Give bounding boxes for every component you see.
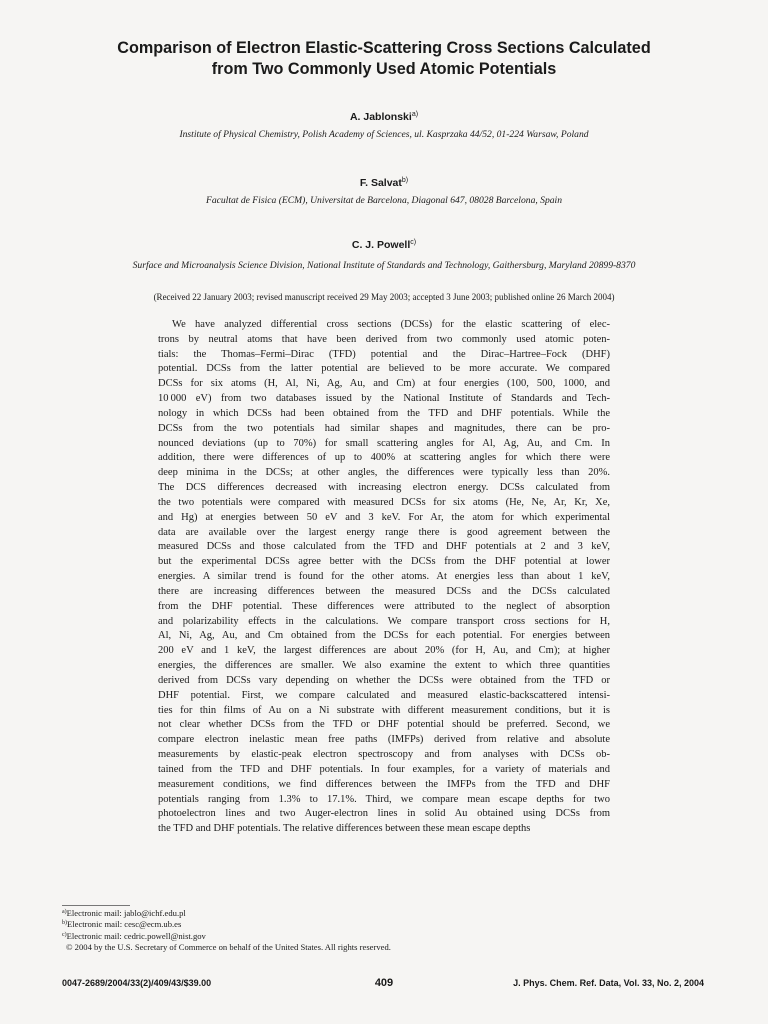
footnote-marker: a) — [62, 909, 67, 915]
abstract-line: tials: the Thomas–Fermi–Dirac (TFD) potential and the Dirac–Hartree–Fock (DHF) — [158, 348, 610, 360]
abstract-line: energies. A similar trend is found for the other atoms. At energies less than about 1 keV, — [158, 571, 610, 583]
footnote-marker: b) — [62, 920, 67, 927]
author-footnote-marker: a) — [411, 111, 419, 118]
title-line-1: Comparison of Electron Elastic-Scattering Cross Sections Calculated — [117, 39, 651, 57]
abstract-line: trons by neutral atoms that have been derived from two commonly used atomic poten- — [158, 333, 610, 345]
abstract-line: deep minima in the DCSs; at other angles, the differences were typically less than 20%. — [158, 467, 610, 479]
abstract — [158, 318, 610, 837]
abstract-line: and polarizability effects in the calculations. We compare transport cross sections for H, — [158, 615, 610, 627]
footnote-marker: c) — [62, 931, 67, 938]
abstract-line: We have analyzed differential cross sections (DCSs) for the elastic scattering of elec- — [172, 319, 610, 330]
abstract-line: data are available over the largest energy range there is good agreement between the — [158, 526, 610, 538]
footnote-divider — [62, 905, 130, 906]
abstract-line: 10 000 eV) from two databases issued by the National Institute of Standards and Tech- — [158, 393, 610, 405]
footnote-text: Electronic mail: cesc@ecm.ub.es — [67, 919, 182, 930]
abstract-line: DCSs from the two potentials had similar shapes and magnitudes, there can be pro- — [158, 422, 610, 434]
abstract-line: but the experimental DCSs agree better with the DCSs from the DHF potential at lower — [158, 556, 610, 568]
abstract-line: tained from the TFD and DHF potentials. In four examples, for a variety of materials and — [158, 763, 610, 775]
footnote-text: Electronic mail: cedric.powell@nist.gov — [66, 930, 206, 941]
abstract-line: measurements by elastic-peak electron spectroscopy and from analyses with DCSs ob- — [158, 749, 610, 761]
author-footnote-marker: b) — [401, 177, 409, 184]
author-name: F. Salvat — [359, 177, 402, 189]
abstract-line: potential. DCSs from the latter potential are believed to be more accurate. We compared — [158, 363, 610, 375]
abstract-line: compare electron inelastic mean free paths (IMFPs) derived from relative and absolute — [158, 734, 610, 746]
footnotes — [62, 908, 702, 954]
article-code: 0047-2689/2004/33(2)/409/43/$39.00 — [62, 978, 212, 988]
footnote-text: Electronic mail: jablo@ichf.edu.pl — [66, 908, 186, 918]
abstract-line: DCSs for six atoms (H, Al, Ni, Ag, Au, and Cm) at four energies (100, 500, 1000, and — [158, 378, 610, 390]
copyright-notice: © 2004 by the U.S. Secretary of Commerce on behalf of the United States. All rights reserved. — [66, 942, 391, 953]
abstract-line: the two potentials were compared with measured DCSs for six atoms (He, Ne, Ar, Kr, Xe, — [158, 496, 610, 508]
abstract-line: 200 eV and 1 keV, the largest differences are about 20% (for H, Au, and Cm); at higher — [158, 645, 610, 657]
abstract-line: the TFD and DHF potentials. The relative differences between these mean escape depths — [158, 823, 531, 835]
abstract-line: Al, Ni, Ag, Au, and Cm obtained from the DCSs for each potential. For energies between — [158, 630, 610, 642]
abstract-line: nology in which DCSs had been obtained from the TFD and DHF potentials. While the — [158, 407, 610, 419]
abstract-line: addition, there were differences of up to 400% at scattering angles for which there were — [158, 452, 610, 464]
abstract-line: DHF potential. First, we compare calculated and measured elastic-backscattered intensi- — [158, 689, 610, 701]
author-name: C. J. Powell — [351, 239, 411, 251]
abstract-line: photoelectron lines and two Auger-electron lines in solid Au obtained using DCSs from — [158, 808, 610, 820]
affiliation-salvat: Facultat de Fisica (ECM), Universitat de Barcelona, Diagonal 647, 08028 Barcelona, Spain — [205, 195, 563, 206]
author-name: A. Jablonski — [349, 111, 412, 123]
paper-title — [40, 38, 728, 80]
abstract-line: and Hg) at energies between 50 eV and 3 keV. For Ar, the atom for which experimental — [158, 511, 610, 523]
abstract-line: measurement conditions, we find differences between the IMFPs from the TFD and DHF — [158, 778, 610, 790]
footnote-email-powell — [62, 931, 702, 942]
abstract-line: ties for thin films of Au on a Ni substrate with different measurement conditions, but it is — [158, 704, 610, 716]
author-salvat — [40, 176, 728, 190]
abstract-line: derived from DCSs vary depending on whether the DCSs were obtained from the TFD or — [158, 674, 610, 686]
title-line-2: from Two Commonly Used Atomic Potentials — [211, 60, 557, 78]
abstract-line: measured DCSs and those calculated from the TFD and DHF potentials at 2 and 3 keV, — [158, 541, 610, 553]
journal-citation: J. Phys. Chem. Ref. Data, Vol. 33, No. 2, 2004 — [513, 978, 704, 988]
author-jablonski — [40, 110, 728, 124]
affiliation-powell: Surface and Microanalysis Science Division, National Institute of Standards and Technology, Gaithersburg, Maryland 20899-8370 — [132, 260, 636, 271]
affiliation-jablonski: Institute of Physical Chemistry, Polish Academy of Sciences, ul. Kasprzaka 44/52, 01-224 Warsaw, Poland — [179, 129, 589, 140]
author-powell — [40, 238, 728, 252]
abstract-line: from the DHF potential. These differences were attributed to the neglect of absorption — [158, 600, 610, 612]
abstract-line: potentials ranging from 1.3% to 17.1%. Third, we compare mean escape depths for two — [158, 793, 610, 805]
footnote-email-salvat — [62, 919, 702, 930]
author-footnote-marker: c) — [410, 239, 417, 246]
footnote-email-jablonski — [62, 908, 702, 919]
abstract-line: there are increasing differences between the measured DCSs and the DCSs calculated — [158, 585, 610, 597]
abstract-line: energies, the differences are smaller. We also examine the extent to which three quantities — [158, 660, 610, 672]
abstract-line: nounced deviations (up to 70%) for small scattering angles for Al, Ag, Au, and Cm. In — [158, 437, 610, 449]
page-number: 409 — [374, 977, 394, 989]
received-dates: (Received 22 January 2003; revised manuscript received 29 May 2003; accepted 3 June 2003; published online 26 March 2004) — [153, 292, 615, 302]
abstract-line: The DCS differences decreased with increasing electron energy. DCSs calculated from — [158, 482, 610, 494]
abstract-line: not clear whether DCSs from the TFD or DHF potential should be preferred. Second, we — [158, 719, 610, 731]
